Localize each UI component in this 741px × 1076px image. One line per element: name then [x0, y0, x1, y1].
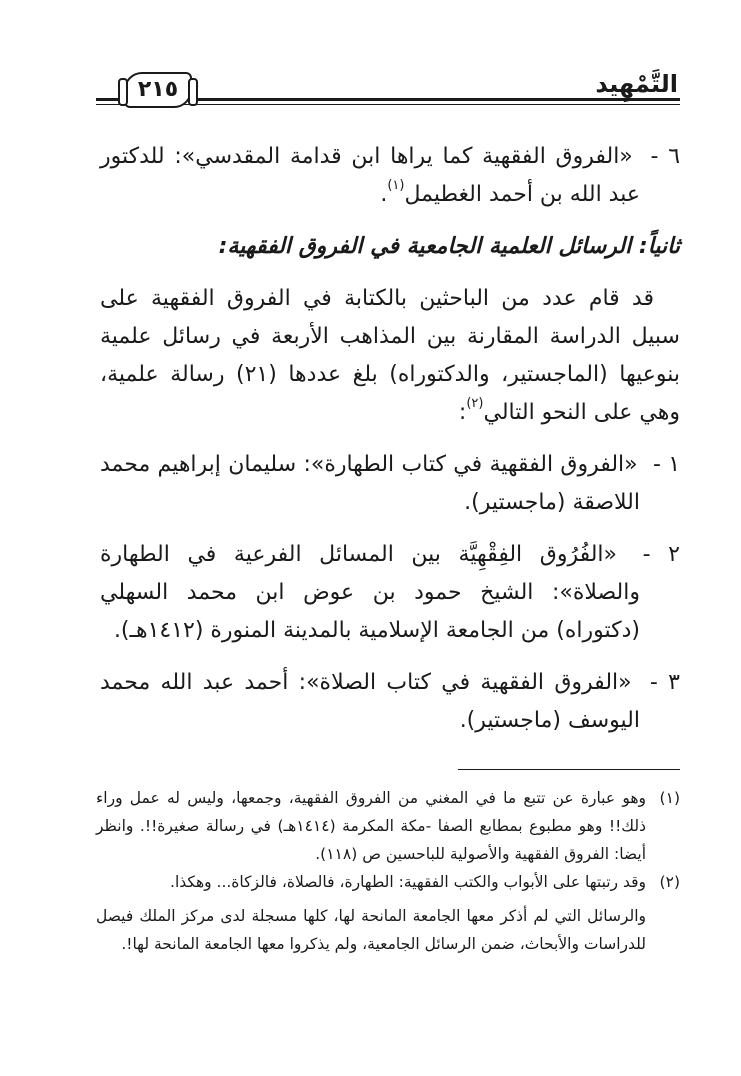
list-item [100, 664, 680, 740]
footnote-number: (١) [659, 789, 680, 807]
punctuation: : [458, 400, 467, 425]
footnote [96, 868, 680, 896]
footnote [96, 784, 680, 868]
list-item-text: «الفروق الفقهية في كتاب الصلاة»: أحمد عبد الله محمد اليوسف (ماجستير). [100, 670, 640, 733]
list-item [100, 536, 680, 650]
list-item-6 [100, 138, 680, 214]
footnote-number: (٢) [659, 873, 680, 891]
intro-text: قد قام عدد من الباحثين بالكتابة في الفروق الفقهية على سبيل الدراسة المقارنة بين المذاهب الأربعة في رسائل علمية بنوعيها (الماجستير، والدكتوراه) بلغ عددها (٢١) رسالة علمية، وهي على النحو التالي [100, 286, 680, 425]
list-item-text: «الفروق الفقهية كما يراها ابن قدامة المقدسي»: للدكتور عبد الله بن أحمد الغطيمل [100, 144, 640, 207]
punctuation: . [380, 182, 388, 207]
list-item-number: ٢ - [642, 542, 680, 567]
footnote-text: وقد رتبتها على الأبواب والكتب الفقهية: الطهارة، فالصلاة، فالزكاة... وهكذا. [170, 873, 646, 891]
intro-paragraph [100, 280, 680, 432]
list-item-number: ٦ - [650, 144, 681, 169]
footnote-ref: (١) [387, 178, 405, 193]
list-item-number: ٣ - [649, 670, 680, 695]
list-item-number: ١ - [652, 452, 681, 477]
page-number-badge: ٢١٥ [124, 72, 192, 108]
main-text [100, 138, 680, 754]
page-header [96, 58, 680, 114]
footnote-text: وهو عبارة عن تتبع ما في المغني من الفروق الفقهية، وجمعها، وليس له عمل وراء ذلك!! وهو مطبوع بمطابع الصفا -مكة المكرمة (١٤١٤هـ) في رسالة صغيرة!!. وانظر أيضا: الفروق الفقهية والأصولية للباحسين ص (١١٨). [96, 789, 646, 863]
running-title: التَّمْهِيد [595, 70, 678, 98]
footnote-continuation: والرسائل التي لم أذكر معها الجامعة المانحة لها، كلها مسجلة لدى مركز الملك فيصل للدراسات والأبحاث، ضمن الرسائل الجامعية، ولم يذكروا معها الجامعة المانحة لها!. [96, 907, 646, 953]
footnote-separator [458, 769, 680, 770]
list-item-text: «الفُرُوق الفِقْهِيَّة بين المسائل الفرعية في الطهارة والصلاة»: الشيخ حمود بن عوض ابن محمد السهلي (دكتوراه) من الجامعة الإسلامية بالمدينة المنورة (١٤١٢هـ). [100, 542, 640, 643]
section-heading: ثانياً: الرسائل العلمية الجامعية في الفروق الفقهية: [218, 234, 680, 259]
list-item-text: «الفروق الفقهية في كتاب الطهارة»: سليمان إبراهيم محمد اللاصقة (ماجستير). [100, 452, 640, 515]
footnote-ref: (٢) [466, 396, 484, 411]
list-item [100, 446, 680, 522]
footnotes [96, 784, 680, 958]
